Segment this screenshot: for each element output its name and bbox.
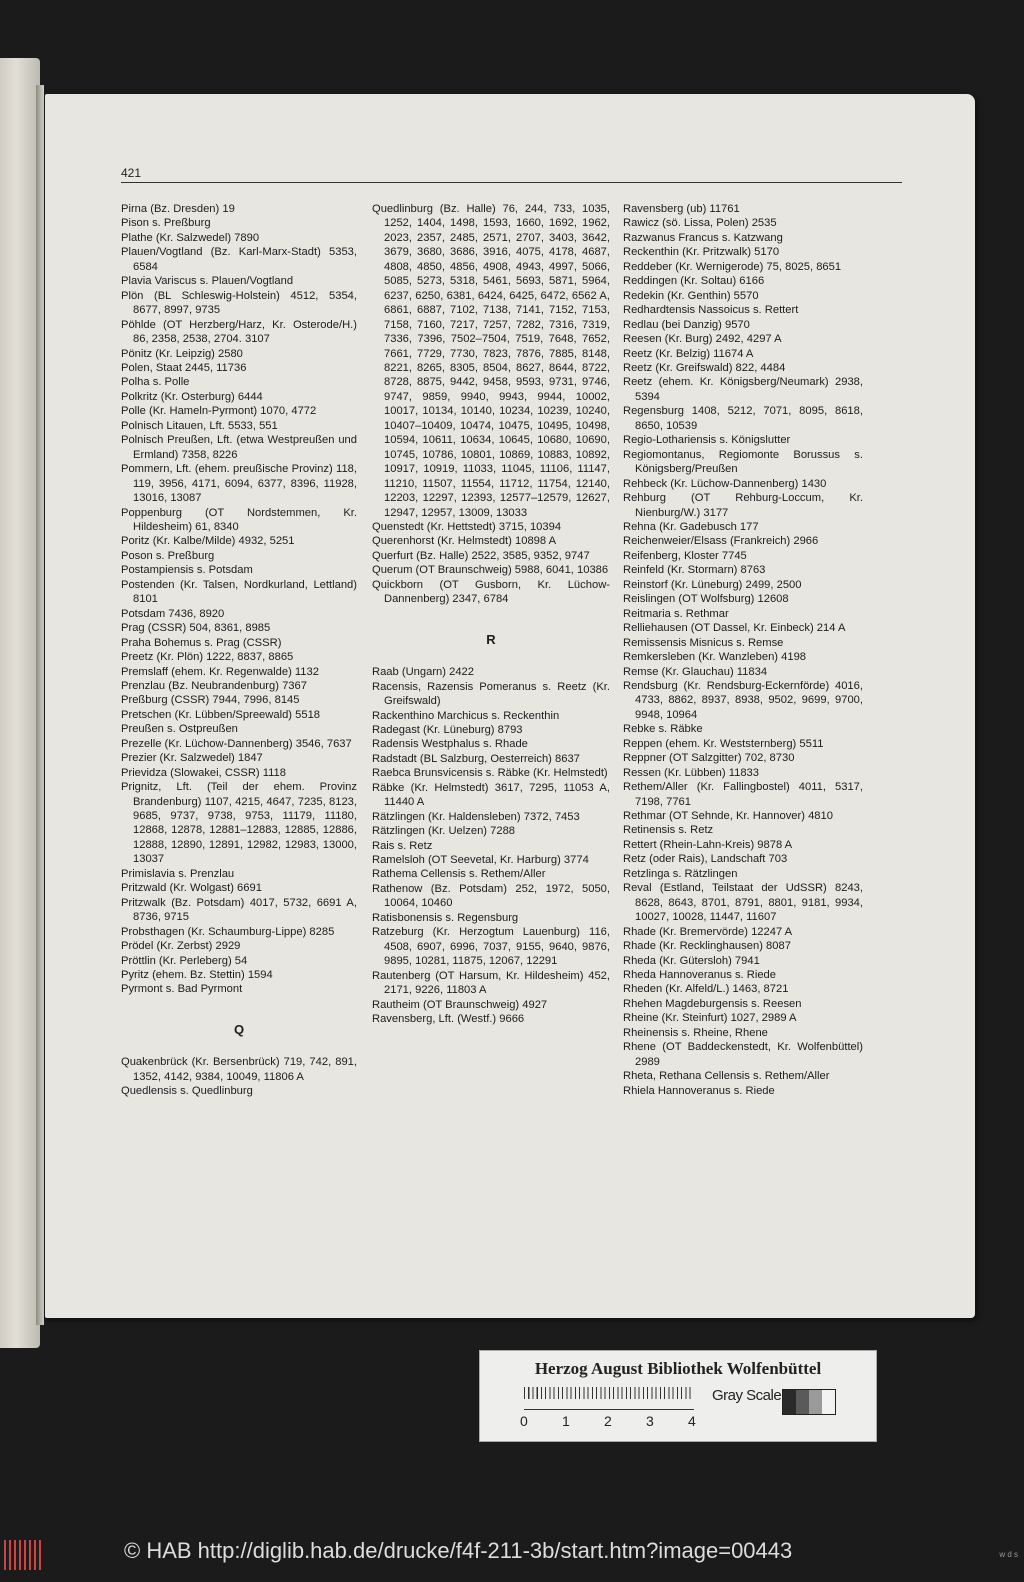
index-entry: Ravensberg (ub) 11761 [623, 203, 740, 215]
letter-heading-r: R [486, 631, 496, 647]
index-entry: Retinensis s. Retz [623, 824, 714, 837]
adjacent-page-edge [0, 58, 40, 1348]
index-entry: Pison s. Preßburg [121, 217, 211, 230]
index-entry: Plön (BL Schleswig-Holstein) 4512, 5354, 8677, 8997, 9735 [121, 289, 357, 317]
index-entry: Polle (Kr. Hameln-Pyrmont) 1070, 4772 [121, 405, 317, 418]
index-entry: Reifenberg, Kloster 7745 [623, 549, 747, 562]
index-entry: Potsdam 7436, 8920 [121, 607, 225, 620]
index-entry: Reppner (OT Salzgitter) 702, 8730 [623, 752, 795, 765]
index-entry: Reinstorf (Kr. Lüneburg) 2499, 2500 [623, 578, 802, 591]
index-entry: Remkersleben (Kr. Wanzleben) 4198 [623, 651, 807, 664]
index-entry: Querenhorst (Kr. Helmstedt) 10898 A [372, 535, 557, 548]
index-entry: Polen, Staat 2445, 11736 [121, 361, 247, 374]
index-entry: Racensis, Razensis Pomeranus s. Reetz (Kr. Greifswald) [372, 680, 610, 708]
ruler-number: 4 [688, 1413, 696, 1429]
index-entry: Reetz (Kr. Belzig) 11674 A [623, 347, 754, 360]
index-entry: Ramelsloh (OT Seevetal, Kr. Harburg) 3774 [372, 854, 589, 867]
index-entry: Quakenbrück (Kr. Bersenbrück) 719, 742, 891, 1352, 4142, 9384, 10049, 11806 A [121, 1056, 357, 1083]
gray-swatch [796, 1390, 809, 1414]
index-entry: Redhardtensis Nassoicus s. Rettert [623, 304, 799, 317]
index-entry: Reetz (Kr. Greifswald) 822, 4484 [623, 361, 786, 374]
index-entry: Prezier (Kr. Salzwedel) 1847 [121, 752, 263, 765]
index-entry: Polnisch Litauen, Lft. 5533, 551 [121, 419, 278, 432]
index-entry: Rheden (Kr. Alfeld/L.) 1463, 8721 [623, 983, 789, 996]
index-entry: Pirna (Bz. Dresden) 19 [121, 203, 235, 215]
index-entry: Poppenburg (OT Nordstemmen, Kr. Hildesheim) 61, 8340 [121, 506, 357, 533]
index-entry: Rheta, Rethana Cellensis s. Rethem/Aller [623, 1070, 830, 1083]
ruler-scale [524, 1387, 694, 1410]
index-entry: Rethmar (OT Sehnde, Kr. Hannover) 4810 [623, 810, 833, 823]
index-entry: Preußen s. Ostpreußen [121, 723, 238, 736]
index-entry: Reckenthin (Kr. Pritzwalk) 5170 [623, 246, 780, 259]
index-entry: Radstadt (BL Salzburg, Oesterreich) 8637 [372, 752, 580, 765]
index-entry: Rethem/Aller (Kr. Fallingbostel) 4011, 5317, 7198, 7761 [623, 781, 863, 808]
index-entry: Ressen (Kr. Lübben) 11833 [623, 766, 759, 779]
color-scale-card [479, 1350, 877, 1442]
index-entry: Rawicz (sö. Lissa, Polen) 2535 [623, 217, 777, 230]
index-entry: Pritzwald (Kr. Wolgast) 6691 [121, 882, 262, 895]
index-entry: Regiomontanus, Regiomonte Borussus s. Königsberg/Preußen [623, 448, 863, 476]
index-entry: Reislingen (OT Wolfsburg) 12608 [623, 593, 789, 606]
index-column-1 [121, 202, 357, 1099]
index-entry: Poritz (Kr. Kalbe/Milde) 4932, 5251 [121, 535, 295, 548]
index-entry: Rhade (Kr. Bremervörde) 12247 A [623, 925, 793, 938]
ruler-number: 1 [562, 1413, 570, 1429]
gray-scale-label: Gray Scale [712, 1387, 782, 1404]
index-entry: Rebke s. Räbke [623, 723, 703, 736]
index-entry: Rathenow (Bz. Potsdam) 252, 1972, 5050, 10064, 10460 [372, 882, 610, 910]
index-entry: Radegast (Kr. Lüneburg) 8793 [372, 723, 523, 736]
index-entry: Rautenberg (OT Harsum, Kr. Hildesheim) 452, 2171, 9226, 11803 A [372, 969, 610, 997]
index-entry: Postampiensis s. Potsdam [121, 564, 253, 577]
index-entry: Primislavia s. Prenzlau [121, 867, 235, 880]
gray-swatch [822, 1390, 835, 1414]
index-entry: Pyrmont s. Bad Pyrmont [121, 983, 243, 996]
index-entry: Reesen (Kr. Burg) 2492, 4297 A [623, 333, 782, 346]
index-entry: Pommern, Lft. (ehem. preußische Provinz) 118, 119, 3956, 4171, 6094, 6377, 8396, 11928, 13016, 13087 [121, 463, 357, 505]
index-entry: Polnisch Preußen, Lft. (etwa Westpreußen und Ermland) 7358, 8226 [121, 434, 357, 461]
index-entry: Praha Bohemus s. Prag (CSSR) [121, 636, 282, 649]
index-entry: Raab (Ungarn) 2422 [372, 666, 474, 679]
index-entry: Rehbeck (Kr. Lüchow-Dannenberg) 1430 [623, 477, 827, 490]
index-entry: Regensburg 1408, 5212, 7071, 8095, 8618, 8650, 10539 [623, 405, 863, 432]
index-entry: Reinfeld (Kr. Stormarn) 8763 [623, 564, 766, 577]
book-spine-shadow [36, 85, 44, 1325]
index-entry: Polha s. Polle [121, 376, 190, 389]
index-entry: Reichenweier/Elsass (Frankreich) 2966 [623, 535, 819, 548]
index-entry: Rackenthino Marchicus s. Reckenthin [372, 709, 560, 722]
index-entry: Redlau (bei Danzig) 9570 [623, 318, 750, 331]
page-number: 421 [121, 166, 142, 180]
index-entry: Remissensis Misnicus s. Remse [623, 636, 784, 649]
index-entry: Pritzwalk (Bz. Potsdam) 4017, 5732, 6691 A, 8736, 9715 [121, 896, 357, 924]
index-entry: Ratzeburg (Kr. Herzogtum Lauenburg) 116, 4508, 6907, 6996, 7037, 9155, 9640, 9876, 9895, 10281, 11875, 12067, 12291 [372, 926, 610, 968]
copyright-url[interactable]: © HAB http://diglib.hab.de/drucke/f4f-211-3b/start.htm?image=00443 [124, 1538, 793, 1563]
index-entry: Reval (Estland, Teilstaat der UdSSR) 8243, 8628, 8643, 8701, 8791, 8801, 9181, 9934, 10027, 10028, 11447, 11607 [623, 882, 863, 924]
index-entry: Rheda (Kr. Gütersloh) 7941 [623, 954, 760, 967]
index-column-3 [623, 202, 863, 1098]
index-entry: Reddeber (Kr. Wernigerode) 75, 8025, 8651 [623, 260, 842, 273]
ruler-number: 0 [520, 1413, 528, 1429]
index-entry: Rätzlingen (Kr. Uelzen) 7288 [372, 825, 516, 838]
gray-scale-swatches [782, 1389, 836, 1415]
index-entry: Rautheim (OT Braunschweig) 4927 [372, 998, 548, 1011]
index-entry: Postenden (Kr. Talsen, Nordkurland, Lettland) 8101 [121, 578, 357, 606]
index-entry: Pretschen (Kr. Lübben/Spreewald) 5518 [121, 708, 321, 721]
index-entry: Quedlensis s. Quedlinburg [121, 1085, 253, 1098]
index-entry: Rheine (Kr. Steinfurt) 1027, 2989 A [623, 1012, 797, 1025]
index-entry: Rheinensis s. Rheine, Rhene [623, 1026, 768, 1039]
index-entry: Retzlinga s. Rätzlingen [623, 867, 738, 880]
index-entry: Reitmaria s. Rethmar [623, 607, 729, 620]
index-entry: Polkritz (Kr. Osterburg) 6444 [121, 390, 263, 403]
index-entry: Prenzlau (Bz. Neubrandenburg) 7367 [121, 679, 307, 692]
index-entry: Poson s. Preßburg [121, 549, 215, 562]
index-entry: Razwanus Francus s. Katzwang [623, 231, 783, 244]
footer-mark: w d s [999, 1550, 1018, 1559]
index-entry: Regio-Lothariensis s. Königslutter [623, 434, 791, 447]
index-entry: Rathema Cellensis s. Rethem/Aller [372, 868, 546, 881]
index-entry: Pöhlde (OT Herzberg/Harz, Kr. Osterode/H.) 86, 2358, 2538, 2704. 3107 [121, 318, 357, 346]
index-entry: Räbke (Kr. Helmstedt) 3617, 7295, 11053 A, 11440 A [372, 781, 610, 809]
index-entry: Reddingen (Kr. Soltau) 6166 [623, 275, 765, 288]
index-column-2 [372, 202, 610, 1026]
index-entry: Prödel (Kr. Zerbst) 2929 [121, 940, 241, 953]
index-entry: Rhene (OT Baddeckenstedt, Kr. Wolfenbüttel) 2989 [623, 1041, 863, 1068]
index-entry: Probsthagen (Kr. Schaumburg-Lippe) 8285 [121, 925, 335, 938]
index-entry: Querum (OT Braunschweig) 5988, 6041, 10386 [372, 564, 609, 577]
index-entry: Rettert (Rhein-Lahn-Kreis) 9878 A [623, 838, 793, 851]
index-entry: Querfurt (Bz. Halle) 2522, 3585, 9352, 9747 [372, 549, 590, 562]
index-entry: Plauen/Vogtland (Bz. Karl-Marx-Stadt) 5353, 6584 [121, 246, 357, 273]
book-page [45, 94, 975, 1318]
library-name: Herzog August Bibliothek Wolfenbüttel [534, 1359, 822, 1378]
index-entry: Rehburg (OT Rehburg-Loccum, Kr. Nienburg/W.) 3177 [623, 492, 863, 519]
index-entry: Remse (Kr. Glauchau) 11834 [623, 665, 768, 678]
index-entry: Raebca Brunsvicensis s. Räbke (Kr. Helmstedt) [372, 767, 608, 780]
index-entry: Rhehen Magdeburgensis s. Reesen [623, 997, 802, 1010]
index-entry: Prievidza (Slowakei, CSSR) 1118 [121, 766, 286, 779]
index-entry: Preetz (Kr. Plön) 1222, 8837, 8865 [121, 651, 294, 664]
index-entry: Rehna (Kr. Gadebusch 177 [623, 520, 759, 533]
index-entry: Quenstedt (Kr. Hettstedt) 3715, 10394 [372, 520, 562, 533]
index-entry: Quickborn (OT Gusborn, Kr. Lüchow-Dannenberg) 2347, 6784 [372, 578, 610, 606]
ruler-number: 3 [646, 1413, 654, 1429]
index-entry: Rendsburg (Kr. Rendsburg-Eckernförde) 4016, 4733, 8862, 8937, 8938, 9502, 9699, 9700, 9948, 10964 [623, 679, 863, 721]
index-entry: Plavia Variscus s. Plauen/Vogtland [121, 275, 294, 288]
index-entry: Ratisbonensis s. Regensburg [372, 911, 519, 924]
gray-swatch [809, 1390, 822, 1414]
index-entry: Pönitz (Kr. Leipzig) 2580 [121, 347, 243, 360]
index-entry: Retz (oder Rais), Landschaft 703 [623, 853, 788, 866]
index-entry: Prag (CSSR) 504, 8361, 8985 [121, 622, 271, 635]
index-entry: Prignitz, Lft. (Teil der ehem. Provinz Brandenburg) 1107, 4215, 4647, 7235, 8123, 9685, 9737, 9738, 9753, 11179, 11180, 12868, 12878, 12881–12883, 12885, 12886, 12888, 12890, 12891, 12982, 12983, 13000, 13037 [121, 781, 357, 866]
index-entry: Relliehausen (OT Dassel, Kr. Einbeck) 214 A [623, 622, 846, 635]
index-entry: Rais s. Retz [372, 839, 433, 852]
header-rule [121, 182, 902, 183]
hab-logo-icon [4, 1540, 44, 1570]
index-entry: Premslaff (ehem. Kr. Regenwalde) 1132 [121, 665, 319, 678]
index-entry: Prezelle (Kr. Lüchow-Dannenberg) 3546, 7637 [121, 737, 352, 750]
index-entry: Rhiela Hannoveranus s. Riede [623, 1084, 775, 1097]
index-entry: Rheda Hannoveranus s. Riede [623, 969, 776, 982]
index-entry: Redekin (Kr. Genthin) 5570 [623, 289, 759, 302]
index-entry: Plathe (Kr. Salzwedel) 7890 [121, 231, 260, 244]
ruler-number: 2 [604, 1413, 612, 1429]
index-entry: Pyritz (ehem. Bz. Stettin) 1594 [121, 969, 273, 982]
index-entry: Ravensberg, Lft. (Westf.) 9666 [372, 1013, 525, 1026]
index-entry: Rhade (Kr. Recklinghausen) 8087 [623, 940, 791, 953]
index-entry: Rätzlingen (Kr. Haldensleben) 7372, 7453 [372, 810, 580, 823]
index-entry: Preßburg (CSSR) 7944, 7996, 8145 [121, 694, 300, 707]
gray-swatch [783, 1390, 796, 1414]
index-entry: Reppen (ehem. Kr. Weststernberg) 5511 [623, 737, 824, 750]
footer-bar [0, 1530, 1024, 1582]
index-entry: Reetz (ehem. Kr. Königsberg/Neumark) 2938, 5394 [623, 376, 863, 403]
index-entry: Radensis Westphalus s. Rhade [372, 738, 528, 751]
letter-heading-q: Q [233, 1021, 245, 1037]
index-entry: Quedlinburg (Bz. Halle) 76, 244, 733, 1035, 1252, 1404, 1498, 1593, 1660, 1692, 1962, 2023, 2357, 2485, 2571, 2707, 3403, 3642, 3679, 3680, 3686, 3916, 4075, 4178, 4687, 4808, 4850, 4856, 4908, 4943, 4997, 5066, 5085, 5273, 5318, 5461, 5693, 5871, 5964, 6237, 6250, 6381, 6424, 6425, 6472, 6562 A, 6861, 6887, 7102, 7138, 7141, 7152, 7153, 7158, 7160, 7217, 7257, 7282, 7316, 7319, 7336, 7396, 7502–7504, 7519, 7648, 7652, 7661, 7729, 7730, 7823, 7876, 7885, 8148, 8221, 8265, 8305, 8504, 8627, 8644, 8722, 8728, 8875, 9442, 9458, 9593, 9731, 9746, 9747, 9859, 9940, 9943, 9944, 10002, 10017, 10134, 10140, 10234, 10239, 10240, 10407–10409, 10474, 10475, 10495, 10498, 10594, 10611, 10634, 10645, 10680, 10690, 10745, 10786, 10801, 10869, 10883, 10892, 10917, 10919, 11033, 11045, 11106, 11147, 11210, 11507, 11554, 11712, 11754, 12140, 12203, 12297, 12393, 12577–12579, 12627, 12947, 12957, 13009, 13033 [372, 203, 610, 519]
index-entry: Pröttlin (Kr. Perleberg) 54 [121, 954, 248, 967]
